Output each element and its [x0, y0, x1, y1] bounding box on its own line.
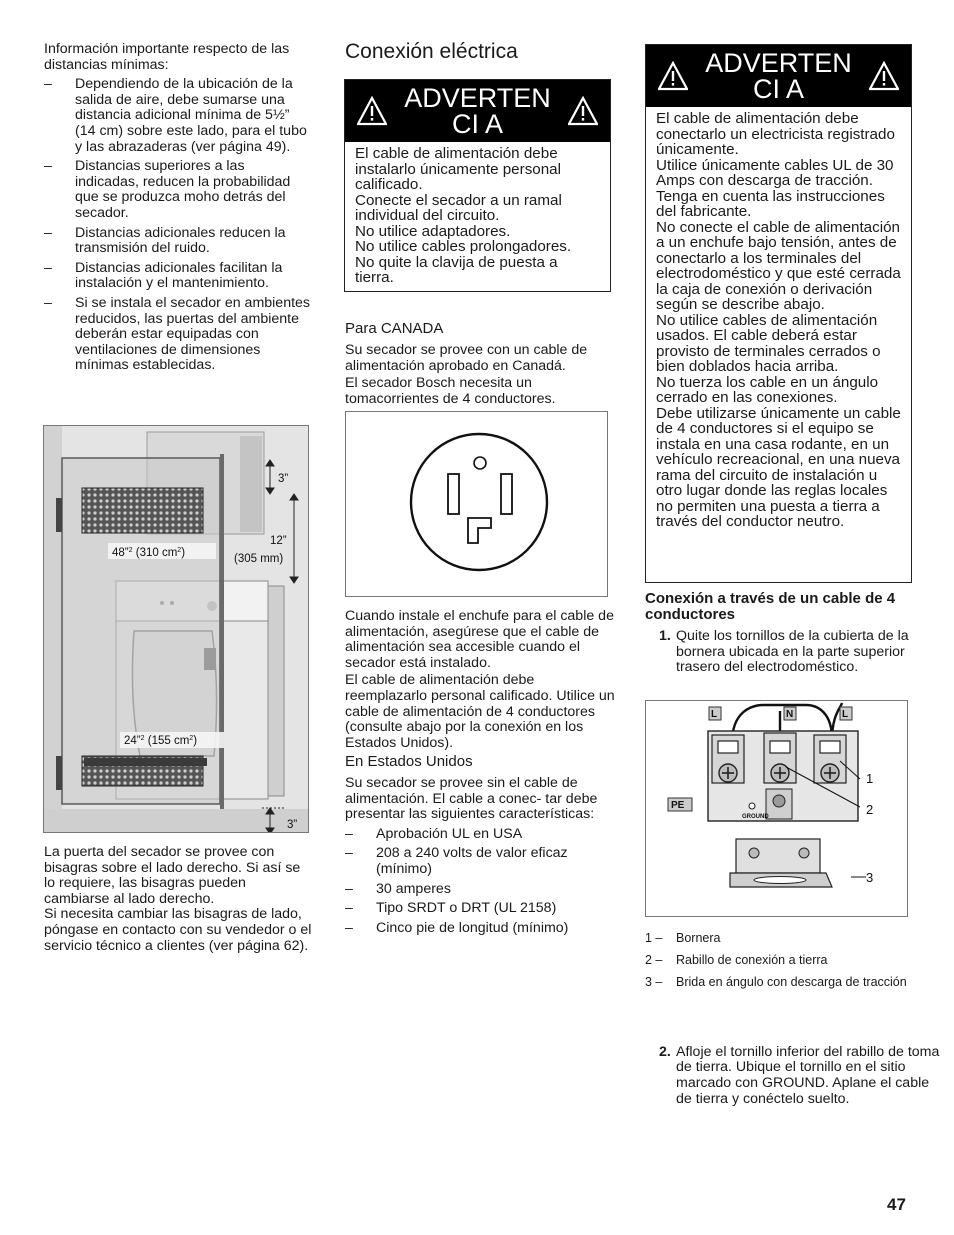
- warning-line: No tuerza los cable en un ángulo cerrado en las conexiones.: [656, 373, 879, 406]
- terminal-n-label: N: [786, 709, 794, 720]
- warning-line: No utilice cables prolongadores.: [355, 238, 572, 255]
- warning-triangle-icon: [658, 61, 688, 91]
- callout-1: 1: [866, 771, 874, 786]
- terminal-block-diagram: [646, 701, 907, 916]
- warning-header: [345, 80, 610, 142]
- warning-triangle-icon: [357, 96, 387, 126]
- plug-install-info: [345, 609, 615, 751]
- height-in-label: 12”: [270, 535, 287, 547]
- door-hinge-info: [44, 845, 314, 954]
- warning-line: No quite la clavija de puesta a tierra.: [355, 253, 558, 286]
- warning-body: [646, 107, 911, 530]
- warning-line: El cable de alimentación debe conectarlo un electricista registrado únicamente.: [656, 110, 895, 158]
- list-item: – Tipo SRDT o DRT (UL 2158): [345, 901, 615, 917]
- four-wire-connection-heading: Conexión a través de un cable de 4 conductores: [645, 590, 896, 623]
- warning-body: [345, 142, 610, 286]
- warning-line: El cable de alimentación debe instalarlo únicamente personal calificado.: [355, 145, 561, 193]
- list-item: – Si se instala el secador en ambientes reducidos, las puertas del ambiente deberán estar equipadas con ventilaciones de dimensiones mínimas establecidas.: [44, 296, 312, 374]
- cable-requirements-list: [345, 827, 615, 937]
- terminal-block-figure: [645, 700, 908, 917]
- warning-line: No utilice adaptadores.: [355, 222, 511, 240]
- plug-access-paragraph: Cuando instale el enchufe para el cable de alimentación, asegúrese que el cable de alimentación sea accesible cuando el secador está instalado.: [345, 608, 614, 671]
- legend-item: 3 – Brida en ángulo con descarga de tracción: [645, 975, 907, 989]
- four-prong-outlet-icon: [346, 412, 607, 596]
- warning-title: ADVERTENCI A: [705, 48, 852, 104]
- warning-header: [646, 45, 911, 107]
- list-item: – Distancias adicionales reducen la transmisión del ruido.: [44, 226, 312, 257]
- legend-item: 2 – Rabillo de conexión a tierra: [645, 953, 828, 967]
- warning-title: ADVERTENCI A: [404, 83, 551, 139]
- electrical-connection-heading: Conexión eléctrica: [345, 40, 518, 63]
- usa-paragraph: Su secador se provee sin el cable de alimentación. El cable a conec- tar debe presentar las siguientes características:: [345, 775, 598, 823]
- step-1: [645, 629, 911, 676]
- warning-line: Utilice únicamente cables UL de 30 Amps con descarga de tracción. Tenga en cuenta las instrucciones del fabricante.: [656, 156, 894, 220]
- terminal-l-label: L: [711, 709, 718, 720]
- list-item: – 30 amperes: [345, 882, 615, 898]
- list-item: – Dependiendo de la ubicación de la salida de aire, debe sumarse una distancia adicional mínima de 5½” (14 cm) sobre este lado, para el tubo y las abrazaderas (ver página 49).: [44, 77, 312, 155]
- warning-triangle-icon: [568, 96, 598, 126]
- ground-label: GROUND: [742, 814, 769, 820]
- list-item: – Distancias adicionales facilitan la instalación y el mantenimiento.: [44, 261, 312, 292]
- canada-paragraph: Su secador se provee con un cable de alimentación aprobado en Canadá.: [345, 342, 588, 374]
- clearance-info: [44, 42, 312, 374]
- lower-vent-area-label: 24”$^2$ (155 $cm^2$): [124, 735, 198, 747]
- warning-line: Debe utilizarse únicamente un cable de 4 conductores si el equipo se instala en una casa rodante, en un vehículo recreacional, en una nueva rama del circuito de instalación u otro lugar donde las reglas locales no permiten una puesta a tierra a través del conductor neutro.: [656, 404, 901, 530]
- canada-heading: Para CANADA: [345, 320, 444, 337]
- door-hinge-contact-paragraph: Si necesita cambiar las bisagras de lado, póngase en contacto con su vendedor o el servicio técnico a clientes (ver página 62).: [44, 906, 312, 954]
- cable-replacement-paragraph: El cable de alimentación debe reemplazarlo personal calificado. Utilice un cable de alimentación de 4 conductores (consulte abajo por la conexión en los Estados Unidos).: [345, 672, 615, 751]
- warning-triangle-icon: [869, 61, 899, 91]
- upper-vent-area-label: 48”$^2$ (310 $cm^2$): [112, 547, 186, 559]
- bottom-gap-label: 3”: [287, 819, 298, 831]
- height-mm-label: (305 mm): [234, 553, 284, 565]
- top-gap-label: 3”: [278, 473, 289, 485]
- step-number: 1.: [659, 628, 671, 644]
- door-hinge-paragraph: La puerta del secador se provee con bisagras sobre el lado derecho. Si así se lo requiere, las bisagras pueden cambiarse al lado derecho.: [44, 844, 301, 907]
- callout-2: 2: [866, 802, 874, 817]
- usa-info: [345, 776, 615, 936]
- outlet-figure: [345, 411, 608, 597]
- callout-3: 3: [866, 870, 874, 885]
- list-item: – 208 a 240 volts de valor eficaz (mínimo): [345, 846, 615, 877]
- protective-earth-label: PE: [671, 800, 685, 811]
- list-item: – Distancias superiores a las indicadas, reducen la probabilidad que se produzca moho detrás del secador.: [44, 159, 312, 221]
- warning-line: No utilice cables de alimentación usados. El cable deberá estar provisto de terminales cerrados o bien doblados hacia arriba.: [656, 311, 881, 375]
- warning-box-electrician: [645, 44, 912, 583]
- diagram-legend: [645, 931, 935, 997]
- step-text: Quite los tornillos de la cubierta de la bornera ubicada en la parte superior trasero del electrodoméstico.: [676, 628, 909, 676]
- canada-info: [345, 343, 613, 407]
- terminal-l-label: L: [842, 709, 849, 720]
- list-item: – Cinco pie de longitud (mínimo): [345, 921, 615, 937]
- usa-heading: En Estados Unidos: [345, 753, 473, 770]
- warning-line: No conecte el cable de alimentación a un enchufe bajo tensión, antes de conectarlo a los terminales del electrodoméstico y que esté cerrada la caja de conexión o derivación según se describe abajo.: [656, 218, 901, 313]
- warning-line: Conecte el secador a un ramal individual del circuito.: [355, 191, 562, 224]
- page-number: 47: [887, 1195, 906, 1214]
- step-number: 2.: [659, 1043, 671, 1060]
- clearance-intro: Información importante respecto de las distancias mínimas:: [44, 41, 290, 73]
- clearance-list: [44, 77, 312, 374]
- legend-item: 1 – Bornera: [645, 931, 721, 945]
- list-item: – Aprobación UL en USA: [345, 827, 615, 843]
- step-2: [645, 1045, 946, 1107]
- canada-outlet-paragraph: El secador Bosch necesita un tomacorrientes de 4 conductores.: [345, 375, 556, 407]
- warning-box-installation: [344, 79, 611, 292]
- ventilation-figure: [43, 425, 309, 833]
- step-text: Afloje el tornillo inferior del rabillo de toma de tierra. Ubique el tornillo en el sitio marcado con GROUND. Aplane el cable de tierra y conéctelo suelto.: [676, 1043, 940, 1107]
- dryer-closet-illustration: [44, 426, 308, 832]
